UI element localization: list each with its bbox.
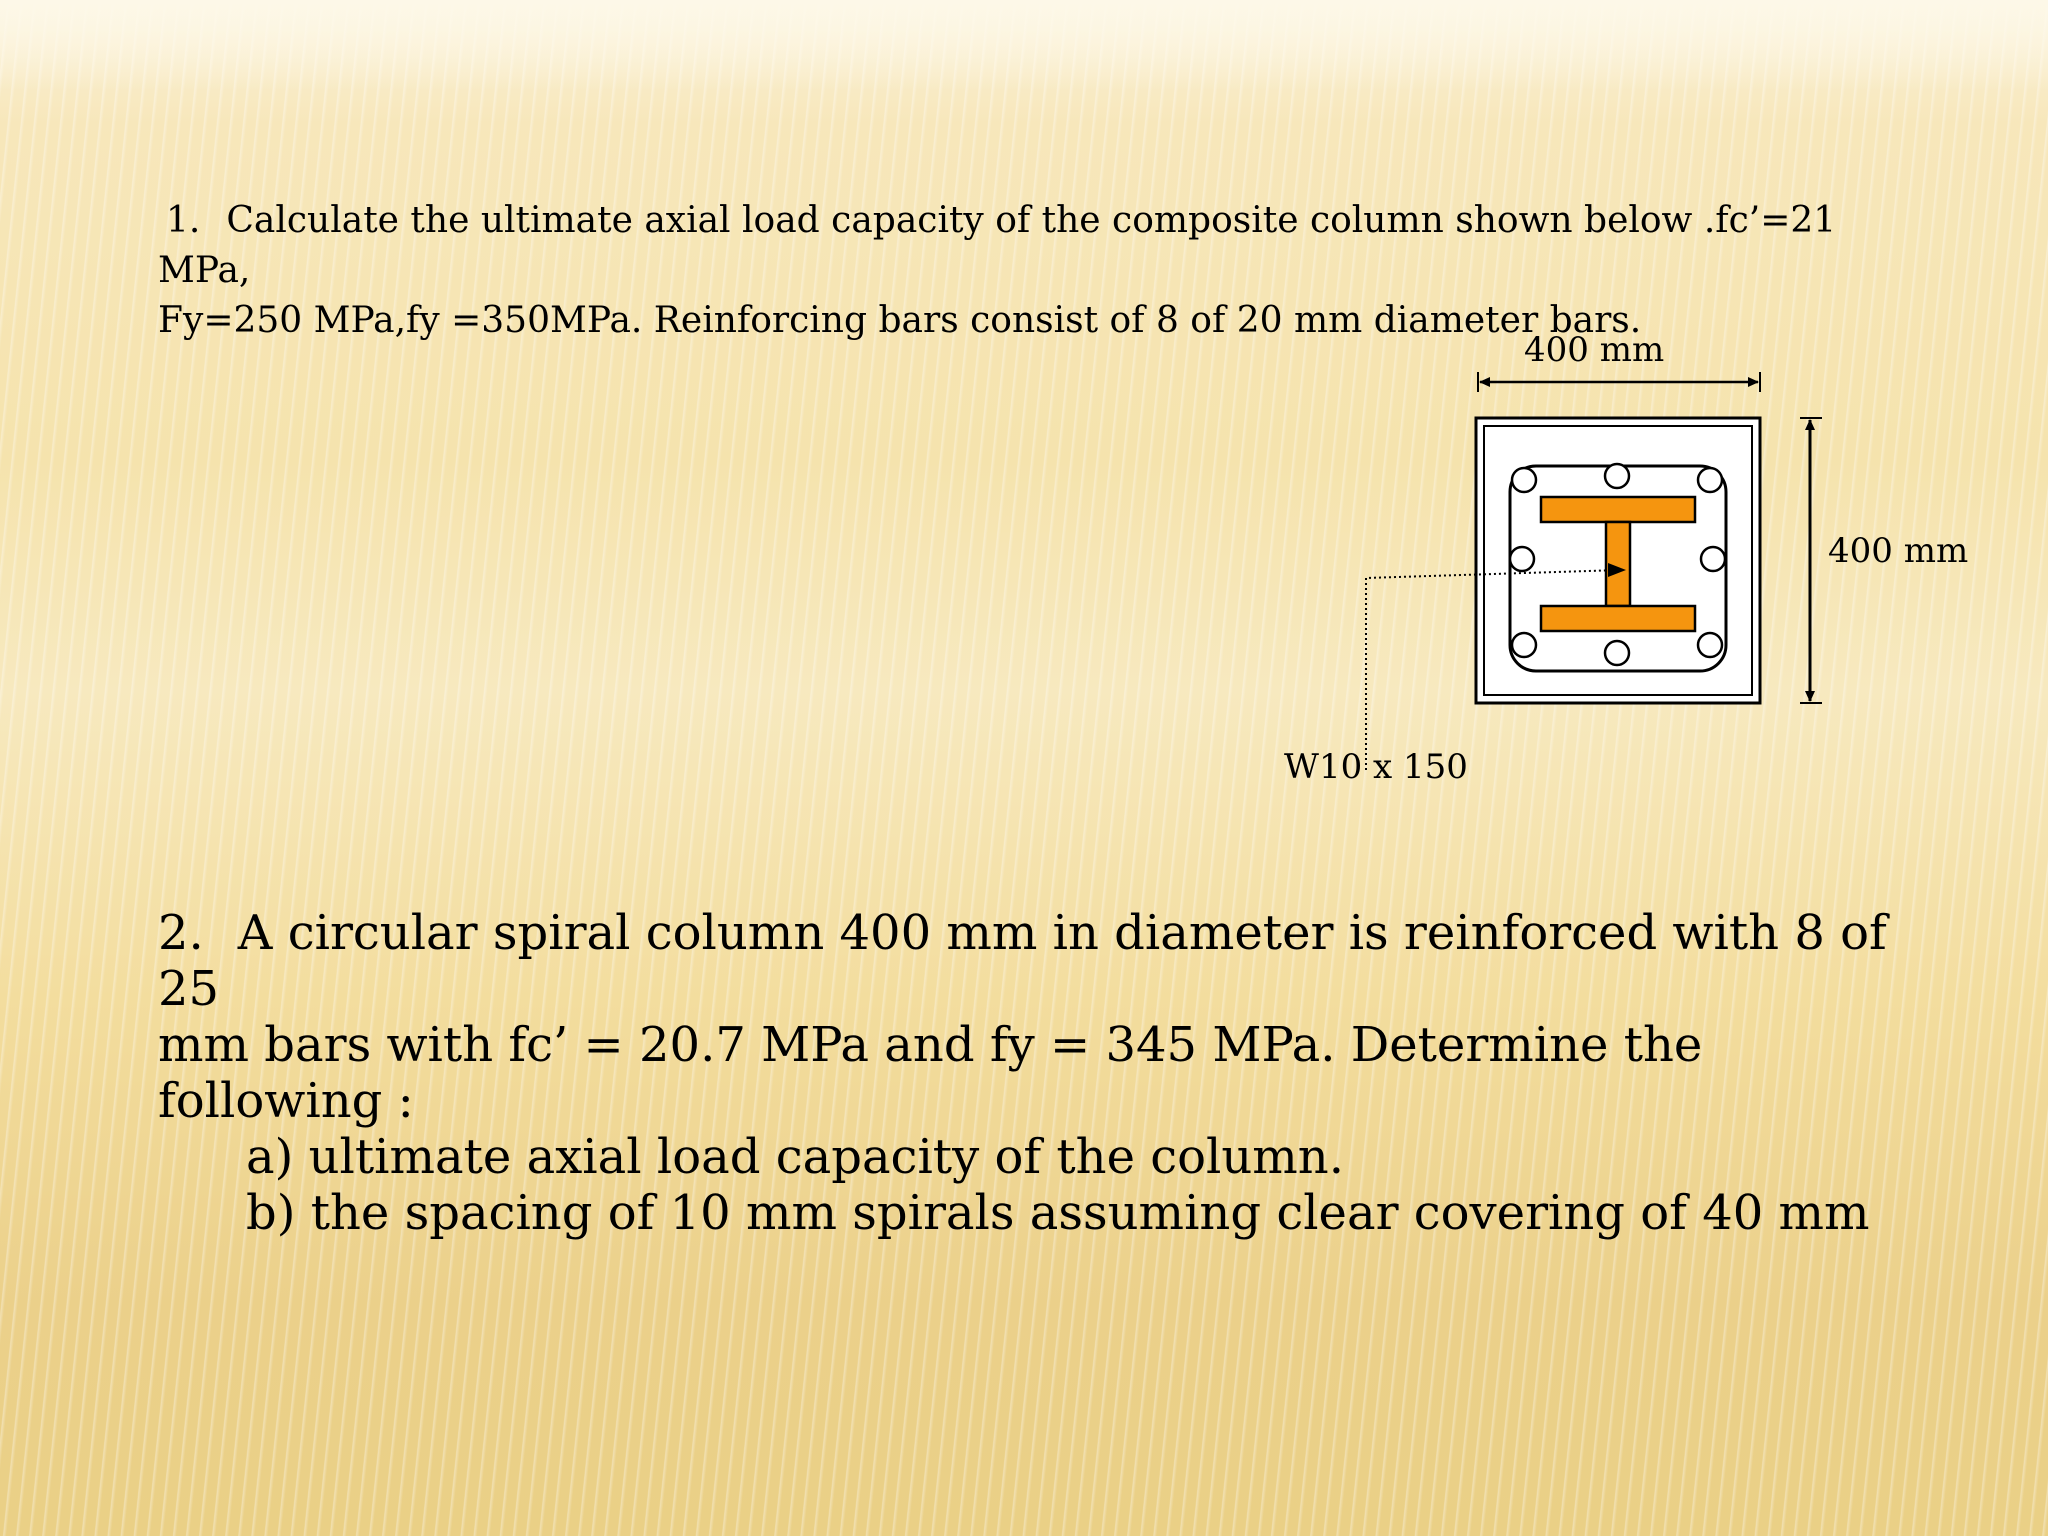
question-2-line-2: mm bars with fc’ = 20.7 MPa and fy = 345 MPa. Determine the following :: [158, 1017, 1703, 1129]
question-1-text-1: Calculate the ultimate axial load capacity of the composite column shown below .fc’=21 MPa,: [158, 200, 1837, 291]
rebar: [1698, 468, 1722, 492]
rebar: [1605, 641, 1629, 665]
rebar: [1698, 633, 1722, 657]
top-flange: [1541, 497, 1695, 522]
height-dimension-label: 400 mm: [1828, 531, 1969, 571]
width-dimension: [1478, 372, 1760, 392]
question-2: [158, 905, 1898, 1241]
rebar: [1512, 468, 1536, 492]
question-2-item-a: a) ultimate axial load capacity of the column.: [246, 1129, 1344, 1185]
bottom-flange: [1541, 606, 1695, 631]
rebar: [1701, 547, 1725, 571]
question-2-line-1: [158, 905, 1898, 1017]
rebar: [1510, 547, 1534, 571]
question-2-text-1: A circular spiral column 400 mm in diameter is reinforced with 8 of 25: [158, 905, 1887, 1017]
question-1-number: 1.: [166, 200, 201, 241]
question-2-number: 2.: [158, 905, 204, 961]
question-1-line-2: Fy=250 MPa,fy =350MPa. Reinforcing bars consist of 8 of 20 mm diameter bars.: [158, 300, 1642, 341]
rebar: [1512, 633, 1536, 657]
section-label: W10 x 150: [1284, 747, 1468, 787]
height-dimension: [1800, 418, 1822, 703]
rebar: [1605, 464, 1629, 488]
width-dimension-label: 400 mm: [1524, 330, 1665, 370]
question-2-item-b: b) the spacing of 10 mm spirals assuming clear covering of 40 mm: [246, 1185, 1870, 1241]
